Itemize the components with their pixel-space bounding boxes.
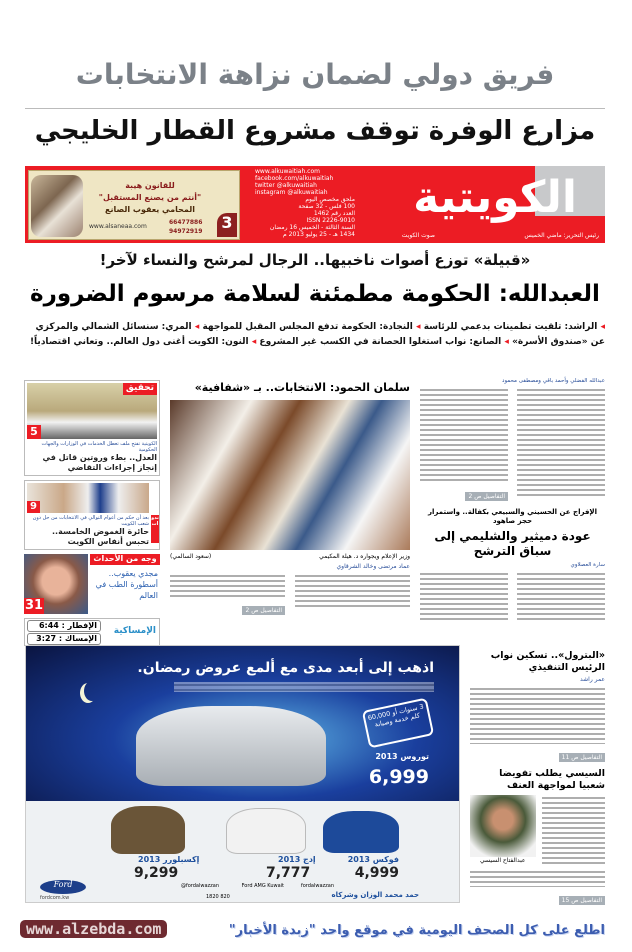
ad-headline: اذهب إلى أبعد مدى مع ألمع عروض رمضان. bbox=[137, 660, 434, 676]
main-model: توروس 2013 bbox=[375, 752, 429, 761]
byline: عمر راشد bbox=[579, 676, 605, 683]
bullet: الراشد: تلقيت تطمينات بدعمي للرئاسة bbox=[423, 322, 598, 332]
more-link[interactable]: التفاصيل ص 11 bbox=[559, 753, 605, 762]
title: العدل.. بطء وروتين قاتل في إنجاز إجراءات التقاضي bbox=[42, 453, 157, 472]
iftar-label: الإفطار bbox=[67, 621, 97, 630]
page-number: 5 bbox=[27, 425, 41, 439]
model-name: إدج 2013 bbox=[278, 855, 316, 864]
imsakiya bbox=[24, 618, 160, 646]
ad-social[interactable]: fordalwazzan bbox=[300, 883, 334, 889]
story-headline[interactable]: سلمان الحمود: الانتخابات.. بـ «شفافية» bbox=[194, 381, 410, 394]
right-column-bottom bbox=[470, 650, 605, 906]
newspaper-logo: الكويتية bbox=[413, 172, 577, 223]
main-price: 6,999 bbox=[368, 766, 429, 788]
story-kicker: الإفراج عن الحسيني والسبيعي بكفالة.. واستمرار حجز صاهود bbox=[427, 508, 598, 525]
ford-advertisement[interactable] bbox=[25, 645, 460, 903]
more-link[interactable]: التفاصيل ص 15 bbox=[559, 896, 605, 905]
face-text: مجدي يعقوب.. أسطورة الطب في العالم bbox=[95, 569, 158, 600]
banner-url[interactable]: www.alzebda.com bbox=[20, 920, 167, 938]
kicker: «قبيلة» توزع أصوات ناخبيها.. الرجال لمرشح والنساء لآخر! bbox=[99, 251, 531, 269]
focus-car bbox=[323, 811, 399, 853]
sisi-headline[interactable]: السيسي يطلب تفويضا شعبيا لمواجهة العنف bbox=[499, 768, 605, 791]
taurus-car bbox=[136, 706, 326, 786]
lead-story bbox=[25, 250, 605, 350]
bullet: النجادة: الحكومة تدفع المجلس المقبل للمواجهة bbox=[202, 322, 413, 332]
body-text bbox=[170, 573, 285, 597]
photo-credit: (سعود السالمي) bbox=[170, 553, 212, 560]
right-story bbox=[420, 378, 605, 623]
body-text bbox=[517, 571, 605, 623]
ad-title: المحامي يعقوب الصانع bbox=[105, 205, 195, 214]
imsak-time: الإمساك : 3:27 bbox=[27, 633, 101, 645]
main-headline: العبدالله: الحكومة مطمئنة لسلامة مرسوم الضرورة bbox=[30, 281, 600, 307]
editor: رئيس التحرير: ماضي الخميس bbox=[524, 232, 599, 239]
bullet: الصانع: نواب استغلوا الحصانة في الكسب غير المشروع bbox=[259, 337, 502, 347]
ad-site[interactable]: fordcom.kw bbox=[40, 895, 70, 901]
explorer-car bbox=[111, 806, 185, 854]
byline: سارة العصلاوي bbox=[570, 562, 605, 568]
candidate-photo bbox=[31, 175, 83, 237]
model-name: إكسبلورر 2013 bbox=[138, 855, 200, 864]
tagline: صوت الكويت bbox=[401, 232, 435, 239]
sidebar-story2[interactable] bbox=[24, 480, 160, 550]
ad-phone: 1820 820 bbox=[206, 894, 230, 900]
body-text bbox=[470, 869, 605, 887]
caption: بعد أن حكم من أعوام التوالي في الانتخابات من حل دون شعب الكويت bbox=[32, 515, 149, 527]
iftar-time: الإفطار : 6:44 bbox=[27, 620, 101, 632]
bullet: النون: الكويت أغنى دول العالم.. وتعاني اقتصادياً! bbox=[29, 337, 249, 347]
model-name: فوكس 2013 bbox=[347, 855, 399, 864]
supplement: ملحق مخصص اليوم bbox=[305, 196, 355, 203]
ad-slogan: "أنتم من يصنع المستقبل" bbox=[98, 193, 202, 202]
banner-text: اطلع على كل الصحف اليومية في موقع واحد "زبدة الأخبار" bbox=[228, 923, 605, 938]
iftar-value: 6:44 bbox=[38, 621, 59, 630]
body-text bbox=[420, 571, 508, 623]
sisi-photo bbox=[470, 795, 536, 857]
body-text bbox=[470, 686, 605, 744]
title: حائرة الغموض الخامسة.. تحبس أنفاس الكويت bbox=[52, 527, 149, 546]
faces-photo bbox=[27, 483, 149, 513]
social-link[interactable]: instagram @alkuwaitiah bbox=[255, 189, 328, 196]
sidebar bbox=[24, 380, 160, 646]
model-price: 4,999 bbox=[354, 865, 399, 881]
model-price: 7,777 bbox=[266, 865, 311, 881]
story-headline[interactable]: عودة دميثير والشليمي إلى سباق الترشح bbox=[434, 529, 591, 558]
caption: الكويتية تفتح ملف تعطل الخدمات في الوزارات والجهات الحكومية bbox=[41, 441, 157, 453]
photo-caption: عبدالفتاح السيسي bbox=[479, 857, 526, 864]
imsak-label: الإمساك bbox=[64, 634, 97, 643]
body-text bbox=[542, 795, 606, 867]
investigation-tag: تحقيق bbox=[123, 383, 157, 395]
divider bbox=[25, 108, 605, 109]
imsak-value: 3:27 bbox=[36, 634, 57, 643]
warranty-badge: 3 سنوات أو 60,000 كلم خدمة وصيانة bbox=[362, 698, 434, 749]
ad-phone: 94972919 bbox=[169, 228, 203, 235]
sidebar-face[interactable] bbox=[24, 554, 160, 614]
top-headline-gray: فريق دولي لضمان نزاهة الانتخابات bbox=[75, 58, 555, 91]
body-text bbox=[420, 387, 508, 483]
crescent-icon bbox=[84, 681, 100, 701]
bullets: ◂ الراشد: تلقيت تطمينات بدعمي للرئاسة ◂ النجادة: الحكومة تدفع المجلس المقبل للمواجهة ◂ المري: سنسائل الشمالي والمركزي عن «صندوق الأسرة» ◂ الصانع: نواب استغلوا الحصانة في الكسب غير المشروع ◂ النون: الكويت أغنى دول العالم.. وتعاني اقتصادياً! bbox=[29, 322, 605, 347]
ad-phone: 66477886 bbox=[169, 219, 203, 226]
byline: عماد مرتضى وخالد الشرقاوي bbox=[336, 563, 410, 570]
bullet: المري: سنسائل الشمالي والمركزي عن «صندوق الأسرة» bbox=[35, 322, 605, 347]
photo-caption: وزير الإعلام ويجواره د. هيلة المكيمي bbox=[319, 553, 410, 560]
masthead bbox=[25, 166, 605, 243]
byline: عبدالله الفضلي وأحمد باقي ومصطفى محمود bbox=[502, 378, 605, 384]
ad-social[interactable]: @fordalwazzan bbox=[180, 883, 219, 889]
center-story bbox=[170, 380, 410, 616]
petroleum-headline[interactable]: «البترول».. تسكين نواب الرئيس التنفيذي bbox=[490, 650, 605, 673]
dealer: حمد محمد الوزان وشركاه bbox=[331, 891, 419, 899]
ad-number: 3 bbox=[217, 213, 237, 237]
ad-social[interactable]: Ford AMG Kuwait bbox=[241, 883, 284, 889]
masthead-info bbox=[255, 168, 355, 238]
ad-candidate: للقانون هيبة bbox=[125, 181, 175, 190]
issn: ISSN 2226-9010 bbox=[306, 217, 355, 224]
issue: العدد رقم 1462 bbox=[313, 210, 355, 217]
more-link[interactable]: التفاصيل ص 2 bbox=[242, 606, 285, 615]
price: 100 فلس - 32 صفحة bbox=[298, 203, 355, 210]
body-text bbox=[295, 573, 410, 607]
top-headline-black: مزارع الوفرة توقف مشروع القطار الخليجي bbox=[34, 116, 596, 146]
social-link[interactable]: www.alkuwaitiah.com bbox=[255, 168, 320, 175]
page-number: 9 bbox=[27, 501, 40, 513]
date: السنة الثالثة - الخميس 16 رمضان 1434 هـ - 25 يوليو 2013 م bbox=[269, 224, 355, 238]
ad-website[interactable]: www.alsaneaa.com bbox=[89, 223, 147, 230]
story-tag: ندوات bbox=[151, 515, 159, 543]
ad-body bbox=[174, 682, 434, 692]
ford-logo: Ford bbox=[40, 880, 86, 894]
page-number: 31 bbox=[24, 598, 44, 613]
more-link[interactable]: التفاصيل ص 2 bbox=[465, 492, 508, 501]
ad-hero bbox=[26, 646, 459, 801]
building-photo bbox=[27, 383, 157, 439]
sidebar-investigation[interactable] bbox=[24, 380, 160, 476]
social-link[interactable]: twitter @alkuwaitiah bbox=[255, 182, 317, 189]
alzebda-banner[interactable] bbox=[20, 919, 605, 946]
body-text bbox=[517, 387, 605, 497]
social-link[interactable]: facebook.com/alkuwaitiah bbox=[255, 175, 334, 182]
imsakiya-label: الإمساكية bbox=[113, 626, 156, 636]
model-price: 9,299 bbox=[134, 865, 179, 881]
masthead-ad[interactable] bbox=[28, 170, 240, 240]
face-tag: وجه من الأحداث bbox=[90, 554, 160, 565]
edge-car bbox=[226, 808, 306, 854]
election-photo bbox=[170, 400, 410, 550]
